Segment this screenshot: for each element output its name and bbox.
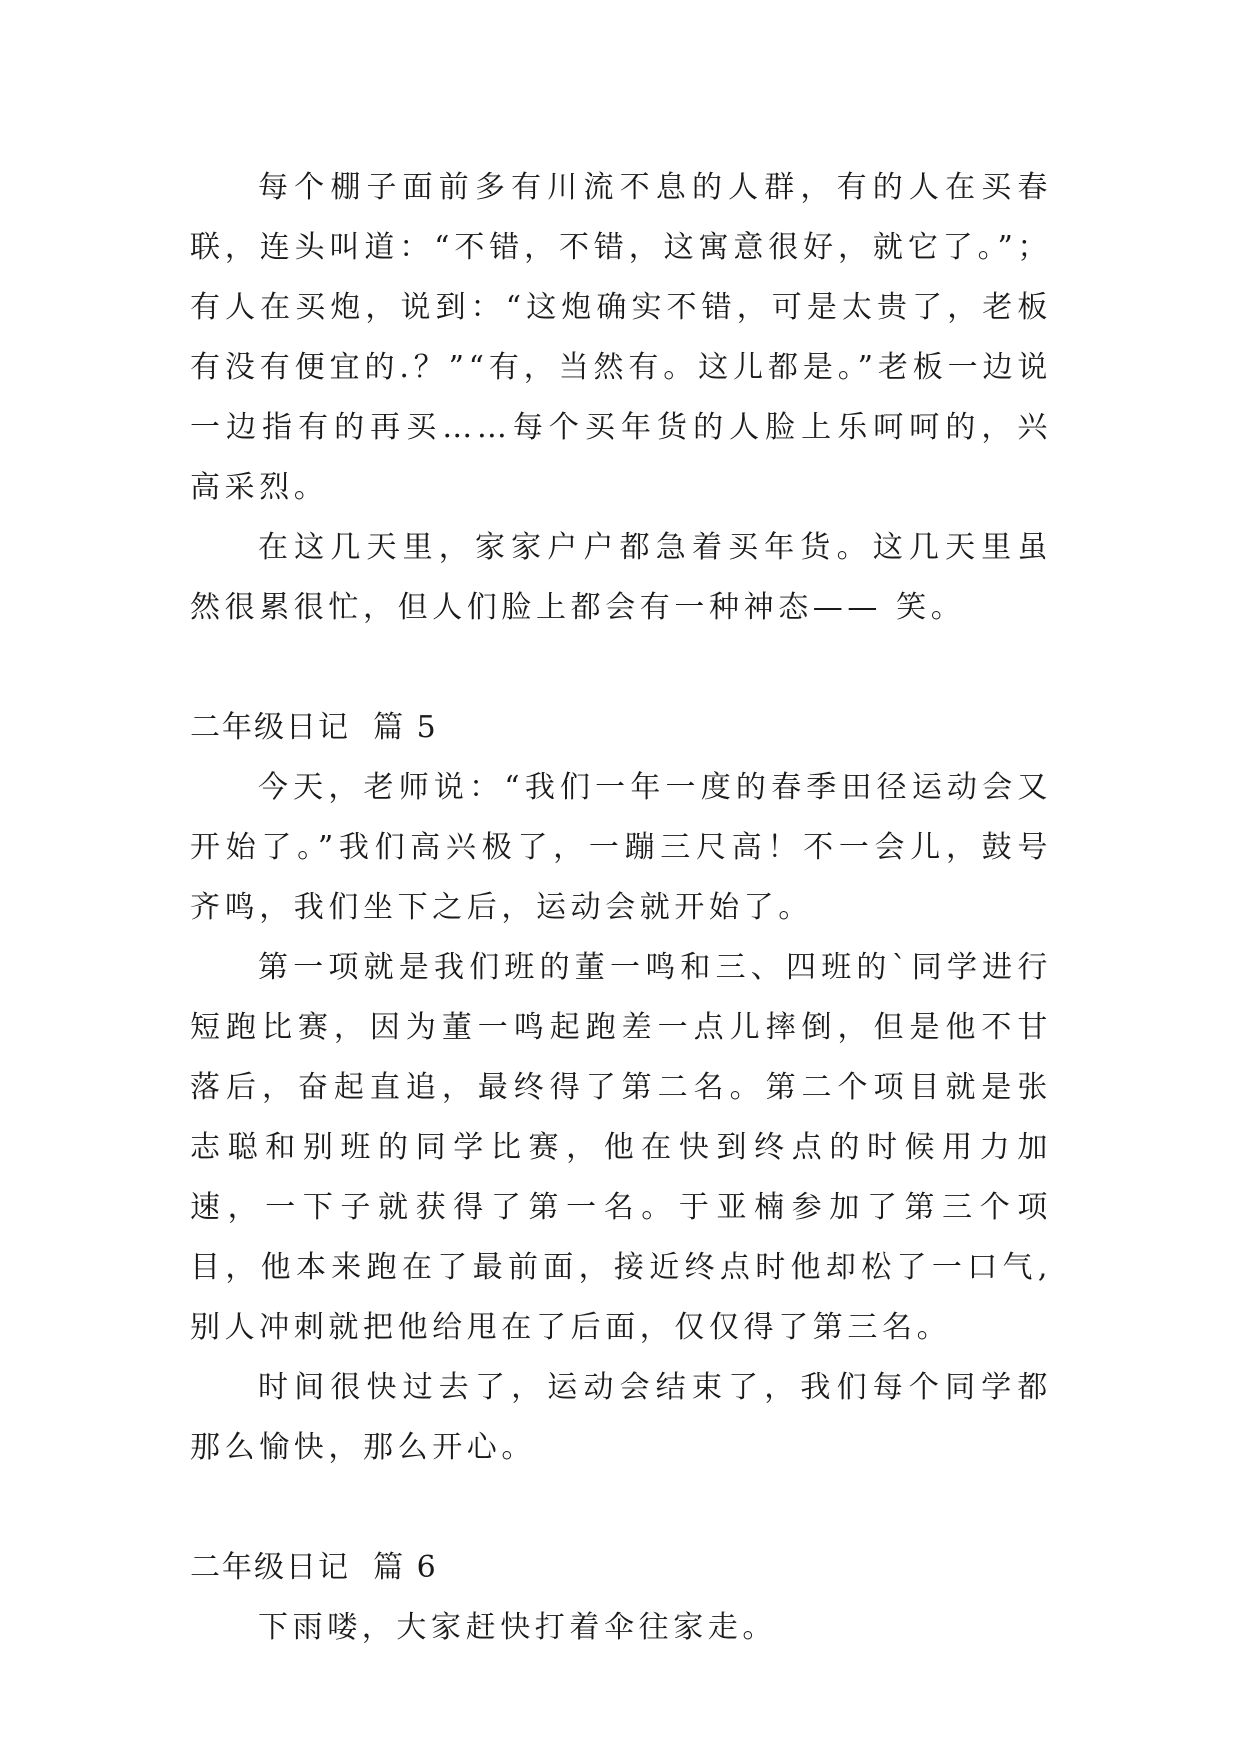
document-page bbox=[190, 158, 1052, 1658]
section-intro bbox=[190, 158, 1052, 638]
section-entry-5 bbox=[190, 698, 1052, 1478]
section-entry-6 bbox=[190, 1538, 1052, 1658]
section-heading: 二年级日记 篇 5 bbox=[190, 710, 438, 745]
paragraph: 时间很快过去了，运动会结束了，我们每个同学都那么愉快，那么开心。 bbox=[190, 1370, 1052, 1465]
paragraph: 每个棚子面前多有川流不息的人群，有的人在买春联，连头叫道：“不错，不错，这寓意很好，就它了。”；有人在买炮，说到：“这炮确实不错，可是太贵了，老板有没有便宜的.？”“有，当然有。这儿都是。”老板一边说一边指有的再买……每个买年货的人脸上乐呵呵的，兴高采烈。 bbox=[190, 170, 1052, 505]
paragraph: 在这几天里，家家户户都急着买年货。这几天里虽然很累很忙，但人们脸上都会有一种神态—— 笑。 bbox=[190, 530, 1052, 625]
section-spacer bbox=[190, 1478, 1052, 1538]
paragraph: 今天，老师说：“我们一年一度的春季田径运动会又开始了。”我们高兴极了，一蹦三尺高！不一会儿，鼓号齐鸣，我们坐下之后，运动会就开始了。 bbox=[190, 770, 1052, 925]
section-spacer bbox=[190, 638, 1052, 698]
section-heading: 二年级日记 篇 6 bbox=[190, 1550, 438, 1585]
paragraph: 第一项就是我们班的董一鸣和三、四班的`同学进行短跑比赛，因为董一鸣起跑差一点儿摔倒，但是他不甘落后，奋起直追，最终得了第二名。第二个项目就是张志聪和别班的同学比赛，他在快到终点的时候用力加速，一下子就获得了第一名。于亚楠参加了第三个项目，他本来跑在了最前面，接近终点时他却松了一口气,别人冲刺就把他给甩在了后面，仅仅得了第三名。 bbox=[190, 950, 1052, 1345]
paragraph: 下雨喽，大家赶快打着伞往家走。 bbox=[258, 1610, 777, 1645]
